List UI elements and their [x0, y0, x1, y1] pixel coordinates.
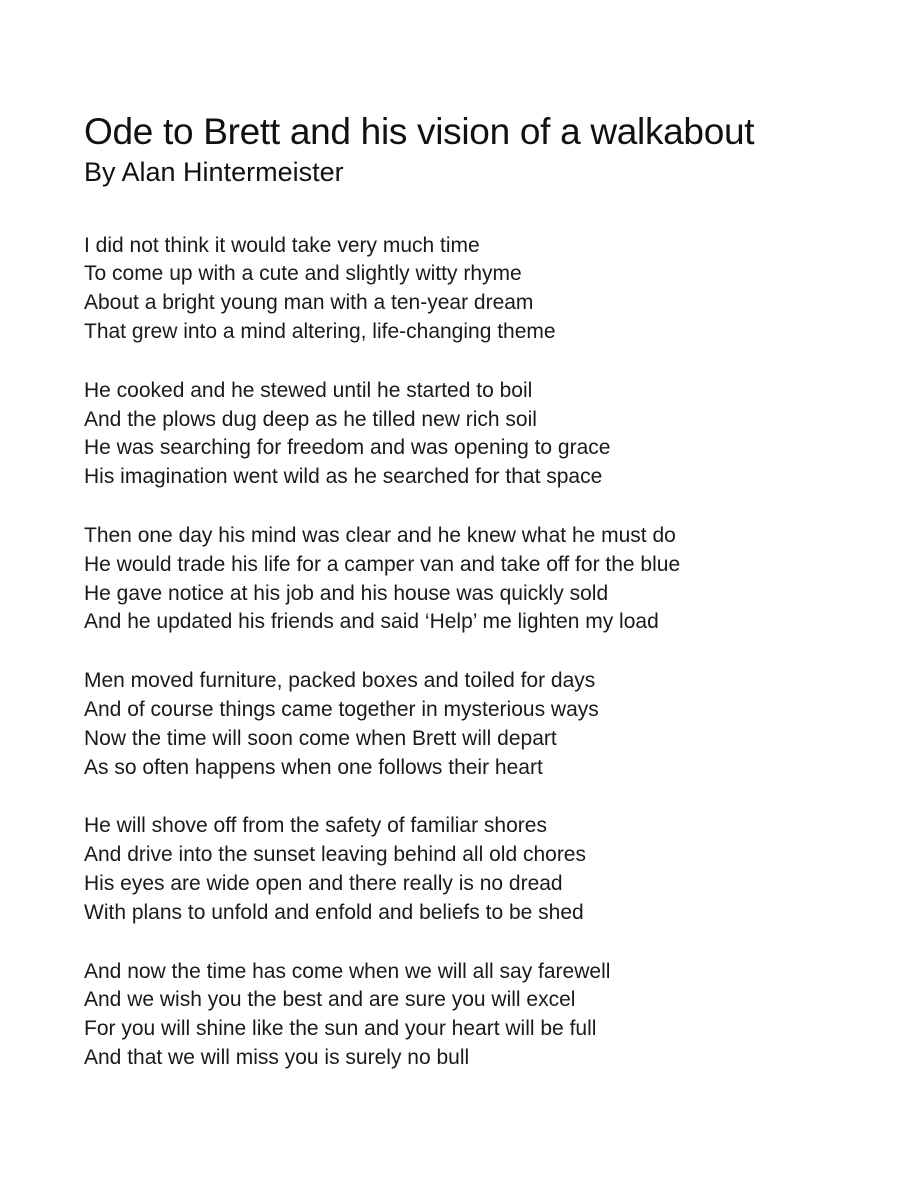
poem-line: To come up with a cute and slightly witty rhyme	[84, 262, 522, 286]
poem-line: That grew into a mind altering, life-changing theme	[84, 320, 556, 344]
poem-line: He gave notice at his job and his house was quickly sold	[84, 581, 609, 605]
poem-line: And he updated his friends and said ‘Help’ me lighten my load	[84, 610, 659, 634]
poem-line: With plans to unfold and enfold and beliefs to be shed	[84, 900, 584, 924]
page-title: Ode to Brett and his vision of a walkabout	[84, 111, 755, 152]
poem-line: His eyes are wide open and there really is no dread	[84, 871, 563, 895]
poem-line: Then one day his mind was clear and he knew what he must do	[84, 524, 676, 548]
poem-line: And we wish you the best and are sure you will excel	[84, 988, 576, 1012]
poem-line: And that we will miss you is surely no bull	[84, 1045, 470, 1069]
poem-line: Men moved furniture, packed boxes and toiled for days	[84, 669, 596, 693]
poem-line: He would trade his life for a camper van and take off for the blue	[84, 552, 681, 576]
poem-line: And drive into the sunset leaving behind all old chores	[84, 843, 586, 867]
poem-stanza	[84, 377, 830, 492]
poem-line: And the plows dug deep as he tilled new rich soil	[84, 407, 537, 431]
poem-line: I did not think it would take very much time	[84, 233, 480, 257]
poem-line: For you will shine like the sun and your heart will be full	[84, 1017, 597, 1041]
poem-stanza	[84, 812, 830, 927]
poem-line: As so often happens when one follows their heart	[84, 755, 543, 779]
poem-line: He cooked and he stewed until he started to boil	[84, 378, 533, 402]
poem-stanza	[84, 522, 830, 637]
poem-line: Now the time will soon come when Brett will depart	[84, 726, 557, 750]
author-byline: By Alan Hintermeister	[84, 156, 344, 187]
poem-stanza	[84, 958, 830, 1073]
poem-line: About a bright young man with a ten-year dream	[84, 291, 534, 315]
poem-line: He will shove off from the safety of familiar shores	[84, 814, 547, 838]
poem-line: He was searching for freedom and was opening to grace	[84, 436, 611, 460]
poem-stanza	[84, 667, 830, 782]
poem-line: And now the time has come when we will all say farewell	[84, 959, 611, 983]
poem-line: His imagination went wild as he searched for that space	[84, 465, 603, 489]
poem-line: And of course things came together in mysterious ways	[84, 698, 599, 721]
poem-stanza	[84, 232, 830, 347]
